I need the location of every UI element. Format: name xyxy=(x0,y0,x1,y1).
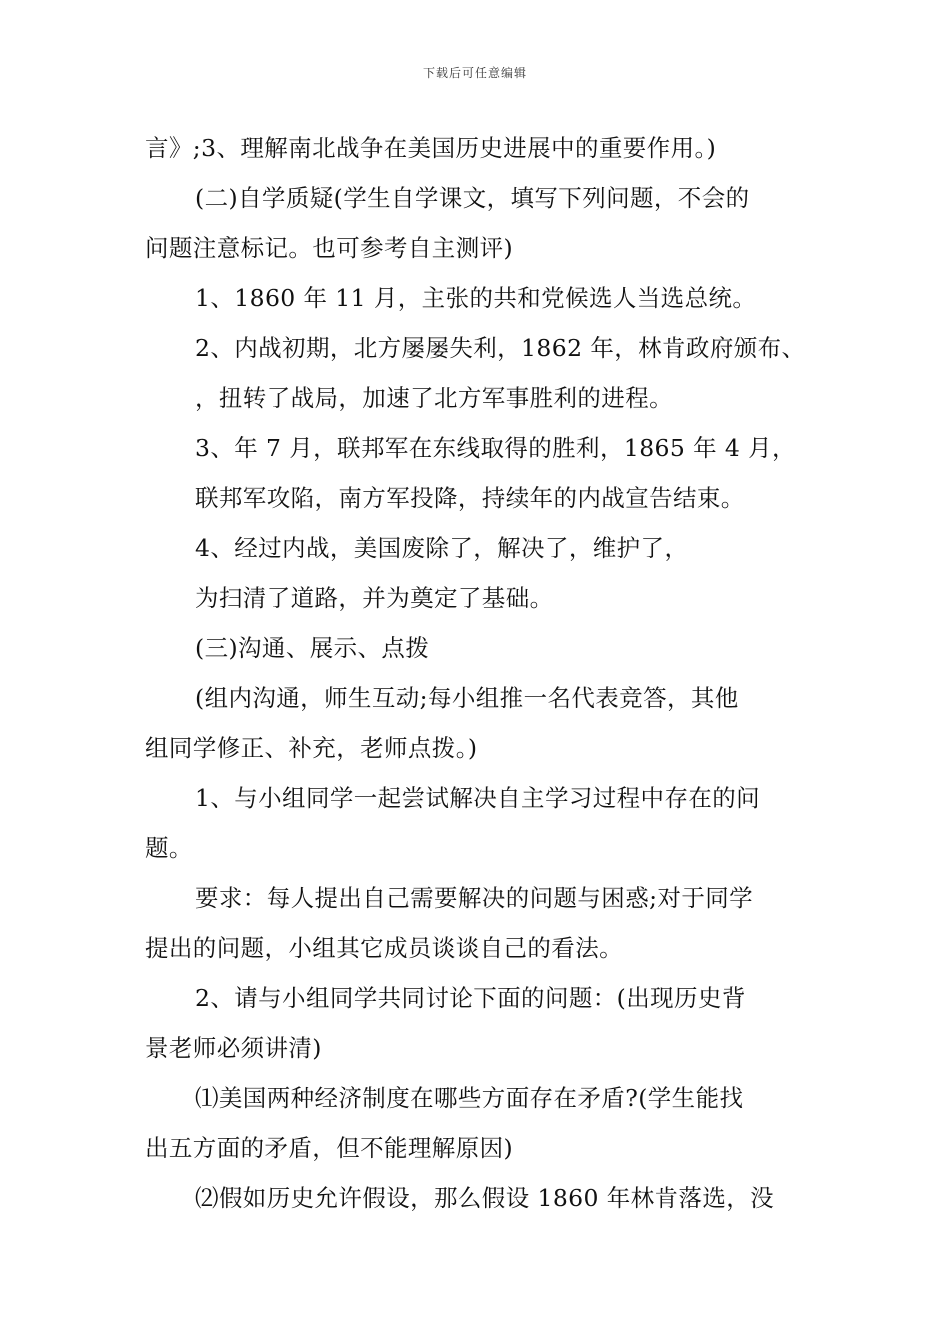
question-item: 2、请与小组同学共同讨论下面的问题：(出现历史背 xyxy=(195,984,746,1012)
question-item: ⑵假如历史允许假设，那么假设 1860 年林肯落选，没 xyxy=(195,1184,775,1212)
question-item: 3、年 7 月，联邦军在东线取得的胜利，1865 年 4 月， xyxy=(195,434,796,462)
text-line: 联邦军攻陷，南方军投降，持续年的内战宣告结束。 xyxy=(195,484,745,512)
question-item: 1、1860 年 11 月，主张的共和党候选人当选总统。 xyxy=(195,284,757,312)
text-line: 出五方面的矛盾，但不能理解原因) xyxy=(145,1134,514,1162)
text-line: (组内沟通，师生互动;每小组推一名代表竞答，其他 xyxy=(195,684,739,712)
text-line: 提出的问题，小组其它成员谈谈自己的看法。 xyxy=(145,934,623,962)
text-line: 为扫清了道路，并为奠定了基础。 xyxy=(195,584,554,612)
question-item: ⑴美国两种经济制度在哪些方面存在矛盾?(学生能找 xyxy=(195,1084,744,1112)
text-line: 组同学修正、补充，老师点拨。) xyxy=(145,734,478,762)
section-heading: (三)沟通、展示、点拨 xyxy=(195,634,430,662)
page-header: 下载后可任意编辑 xyxy=(422,66,527,80)
section-heading: (二)自学质疑(学生自学课文，填写下列问题，不会的 xyxy=(195,184,750,212)
text-line: 要求：每人提出自己需要解决的问题与困惑;对于同学 xyxy=(195,884,754,912)
question-item: 2、内战初期，北方屡屡失利，1862 年，林肯政府颁布、 xyxy=(195,334,806,362)
text-line: ，扭转了战局，加速了北方军事胜利的进程。 xyxy=(195,384,673,412)
document-body xyxy=(145,123,810,1223)
question-item: 1、与小组同学一起尝试解决自主学习过程中存在的问 xyxy=(195,784,761,812)
text-line: 景老师必须讲清) xyxy=(145,1034,322,1062)
question-item: 4、经过内战，美国废除了，解决了，维护了， xyxy=(195,534,689,562)
text-line: 题。 xyxy=(145,834,193,862)
text-line: 言》;3、理解南北战争在美国历史进展中的重要作用。) xyxy=(145,134,717,162)
text-line: 问题注意标记。也可参考自主测评) xyxy=(145,234,514,262)
